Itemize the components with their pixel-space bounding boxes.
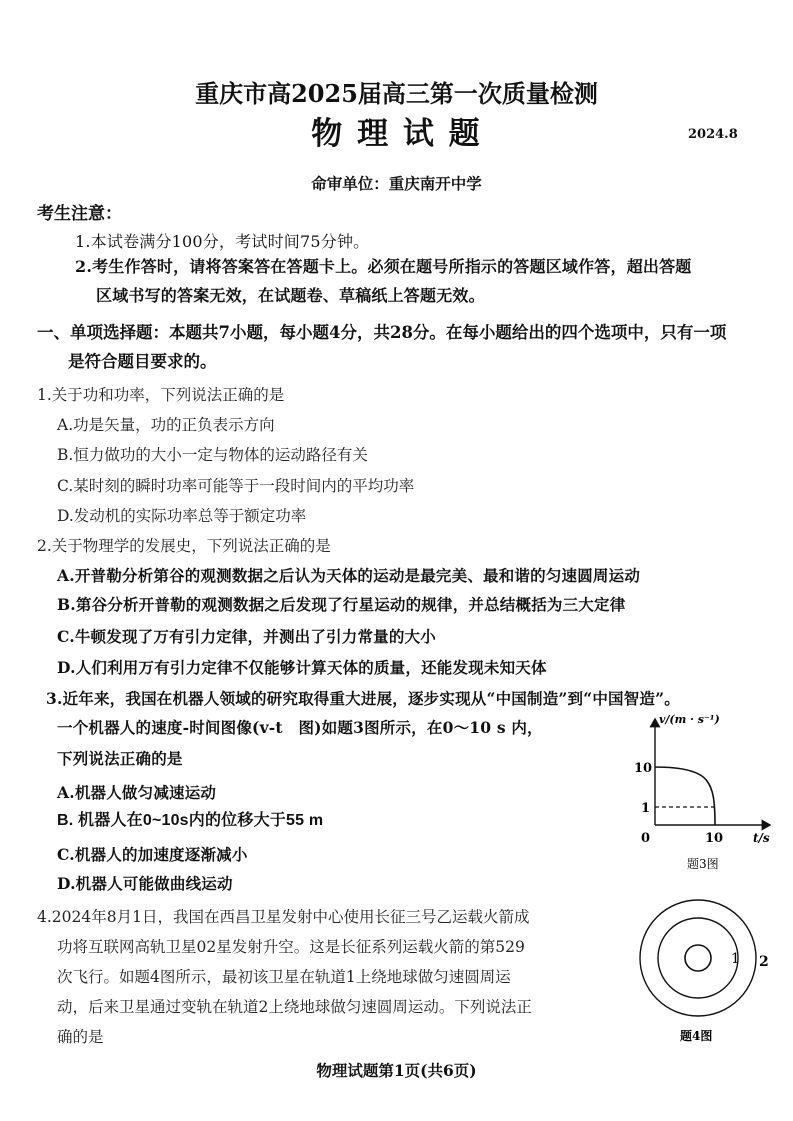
q3-graph-caption: 题3图 [687,857,719,871]
q4-stem-line3: 次飞行。如题4图所示，最初该卫星在轨道1上绕地球做匀速圆周运 [57,968,511,986]
orbit-2-label: 2 [759,954,769,970]
q3-vt-graph [625,705,775,875]
page-footer: 物理试题第1页(共6页) [316,1061,477,1080]
q3-graph-xlabel: t/s [753,831,770,845]
section1-heading: 一、单项选择题：本题共7小题，每小题4分，共28分。在每小题给出的四个选项中，只有一项 [37,323,727,342]
q4-figure-caption: 题4图 [680,1029,713,1043]
q3-graph-curve [655,767,715,825]
q3-stem-line1: 3.近年来，我国在机器人领域的研究取得重大进展，逐步实现从“中国制造”到“中国智造”。 [46,689,680,708]
section1-heading-cont: 是符合题目要求的。 [68,352,217,371]
issuer-line: 命审单位：重庆南开中学 [311,174,482,193]
q4-stem-line5: 确的是 [57,1028,104,1046]
q3-graph-origin: 0 [641,831,651,846]
q3-option-a: A.机器人做匀减速运动 [57,783,217,802]
subject-title: 物 理 试 题 [311,116,482,152]
q1-option-c: C.某时刻的瞬时功率可能等于一段时间内的平均功率 [57,477,415,495]
q4-orbit-diagram [628,893,778,1053]
q3-option-c: C.机器人的加速度逐渐减小 [57,845,248,864]
notice-item-2-cont: 区域书写的答案无效，在试题卷、草稿纸上答题无效。 [96,286,485,305]
q3-graph-tick-10-x: 10 [705,831,724,846]
q3-option-d: D.机器人可能做曲线运动 [57,874,233,893]
q3-stem-line3: 下列说法正确的是 [57,749,183,768]
q4-stem-line4: 动，后来卫星通过变轨在轨道2上绕地球做匀速圆周运动。下列说法正 [57,998,532,1016]
q2-stem: 2.关于物理学的发展史，下列说法正确的是 [37,537,331,555]
q3-graph-tick-10-y: 10 [634,761,653,776]
exam-main-title: 重庆市高2025届高三第一次质量检测 [195,79,598,108]
q1-option-b: B.恒力做功的大小一定与物体的运动路径有关 [57,446,368,464]
q4-stem-line2: 功将互联网高轨卫星02星发射升空。这是长征系列运载火箭的第529 [57,938,525,956]
q2-option-c: C.牛顿发现了万有引力定律，并测出了引力常量的大小 [57,627,436,646]
q2-option-d: D.人们利用万有引力定律不仅能够计算天体的质量，还能发现未知天体 [57,658,547,677]
q4-stem-line1: 4.2024年8月1日，我国在西昌卫星发射中心使用长征三号乙运载火箭成 [37,908,530,926]
q3-graph-tick-1-y: 1 [641,801,651,816]
q3-stem-line2: 一个机器人的速度-时间图像(v-t 图)如题3图所示，在0～10 s 内， [57,718,543,737]
earth-circle [685,945,711,971]
notice-item-2: 2.考生作答时，请将答案答在答题卡上。必须在题号所指示的答题区域作答，超出答题 [75,257,692,276]
orbit-1-label: 1 [731,951,740,967]
q3-option-b: B. 机器人在0~10s内的位移大于55 m [57,812,324,829]
q2-option-a: A.开普勒分析第谷的观测数据之后认为天体的运动是最完美、最和谐的匀速圆周运动 [57,566,641,585]
q1-stem: 1.关于功和功率，下列说法正确的是 [37,386,285,404]
q1-option-d: D.发动机的实际功率总等于额定功率 [57,507,307,525]
q3-graph-ylabel: v/(m · s⁻¹) [659,713,720,726]
notice-item-1: 1.本试卷满分100分，考试时间75分钟。 [75,232,370,251]
q2-option-b: B.第谷分析开普勒的观测数据之后发现了行星运动的规律，并总结概括为三大定律 [57,595,626,614]
notice-heading: 考生注意： [37,204,122,224]
q1-option-a: A.功是矢量，功的正负表示方向 [57,416,275,434]
orbit-1-circle [658,918,738,998]
exam-date: 2024.8 [688,127,738,142]
